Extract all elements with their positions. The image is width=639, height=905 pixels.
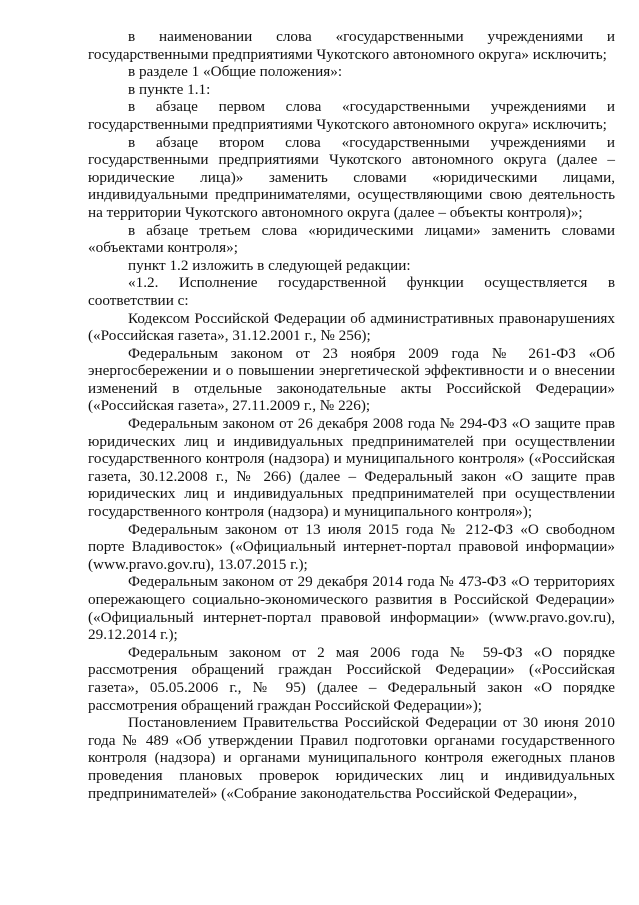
- paragraph-resolution-489: Постановлением Правительства Российской Федерации от 30 июня 2010 года № 489 «Об утверждении Правил подготовки органами государственного контроля (надзора) и органами муниципального контроля ежегодных планов проведения плановых проверок юридических лиц и индивидуальных предпринимателей» («Собрание законодательства Российской Федерации»,: [88, 714, 615, 802]
- paragraph-law-261: Федеральным законом от 23 ноября 2009 года № 261-ФЗ «Об энергосбережении и о повышении энергетической эффективности и о внесении изменений в отдельные законодательные акты Российской Федерации» («Российская газета», 27.11.2009 г., № 226);: [88, 344, 615, 415]
- paragraph-second-abzats: в абзаце втором слова «государственными учреждениями и государственными предприятиями Чукотского автономного округа (далее – юридические лица)» заменить словами «юридическими лицами, индивидуальными предпринимателями, осуществляющими свою деятельность на территории Чукотского автономного округа (далее – объекты контроля)»;: [88, 133, 615, 221]
- paragraph-clause-1-1: в пункте 1.1:: [128, 80, 211, 98]
- paragraph-third-abzats: в абзаце третьем слова «юридическими лицами» заменить словами «объектами контроля»;: [88, 221, 615, 257]
- paragraph-first-abzats: в абзаце первом слова «государственными учреждениями и государственными предприятиями Чукотского автономного округа» исключить;: [88, 98, 615, 133]
- paragraph-clause-1-2-intro: пункт 1.2 изложить в следующей редакции:: [128, 256, 411, 274]
- paragraph-law-59: Федеральным законом от 2 мая 2006 года № 59-ФЗ «О порядке рассмотрения обращений граждан Российской Федерации» («Российская газета», 05.05.2006 г., № 95) (далее – Федеральный закон «О порядке рассмотрения обращений граждан Российской Федерации»);: [88, 643, 615, 714]
- paragraph-law-212: Федеральным законом от 13 июля 2015 года № 212-ФЗ «О свободном порте Владивосток» («Официальный интернет-портал правовой информации» (www.pravo.gov.ru), 13.07.2015 г.);: [88, 520, 615, 573]
- paragraph-koap: Кодексом Российской Федерации об административных правонарушениях («Российская газета», 31.12.2001 г., № 256);: [88, 309, 615, 345]
- paragraph-law-294: Федеральным законом от 26 декабря 2008 года № 294-ФЗ «О защите прав юридических лиц и индивидуальных предпринимателей при осуществлении государственного контроля (надзора) и муниципального контроля» («Российская газета, 30.12.2008 г., № 266) (далее – Федеральный закон «О защите прав юридических лиц и индивидуальных предпринимателей при осуществлении государственного контроля (надзора) и муниципального контроля»);: [88, 415, 615, 521]
- paragraph-clause-1-2: «1.2. Исполнение государственной функции осуществляется в соответствии с:: [88, 274, 615, 309]
- paragraph-law-473: Федеральным законом от 29 декабря 2014 года № 473-ФЗ «О территориях опережающего социально-экономического развития в Российской Федерации» («Официальный интернет-портал правовой информации» (www.pravo.gov.ru), 29.12.2014 г.);: [88, 573, 615, 644]
- paragraph-exclude-title-words: в наименовании слова «государственными учреждениями и государственными предприятиями Чукотского автономного округа» исключить;: [88, 28, 615, 63]
- paragraph-section-1: в разделе 1 «Общие положения»:: [128, 63, 343, 81]
